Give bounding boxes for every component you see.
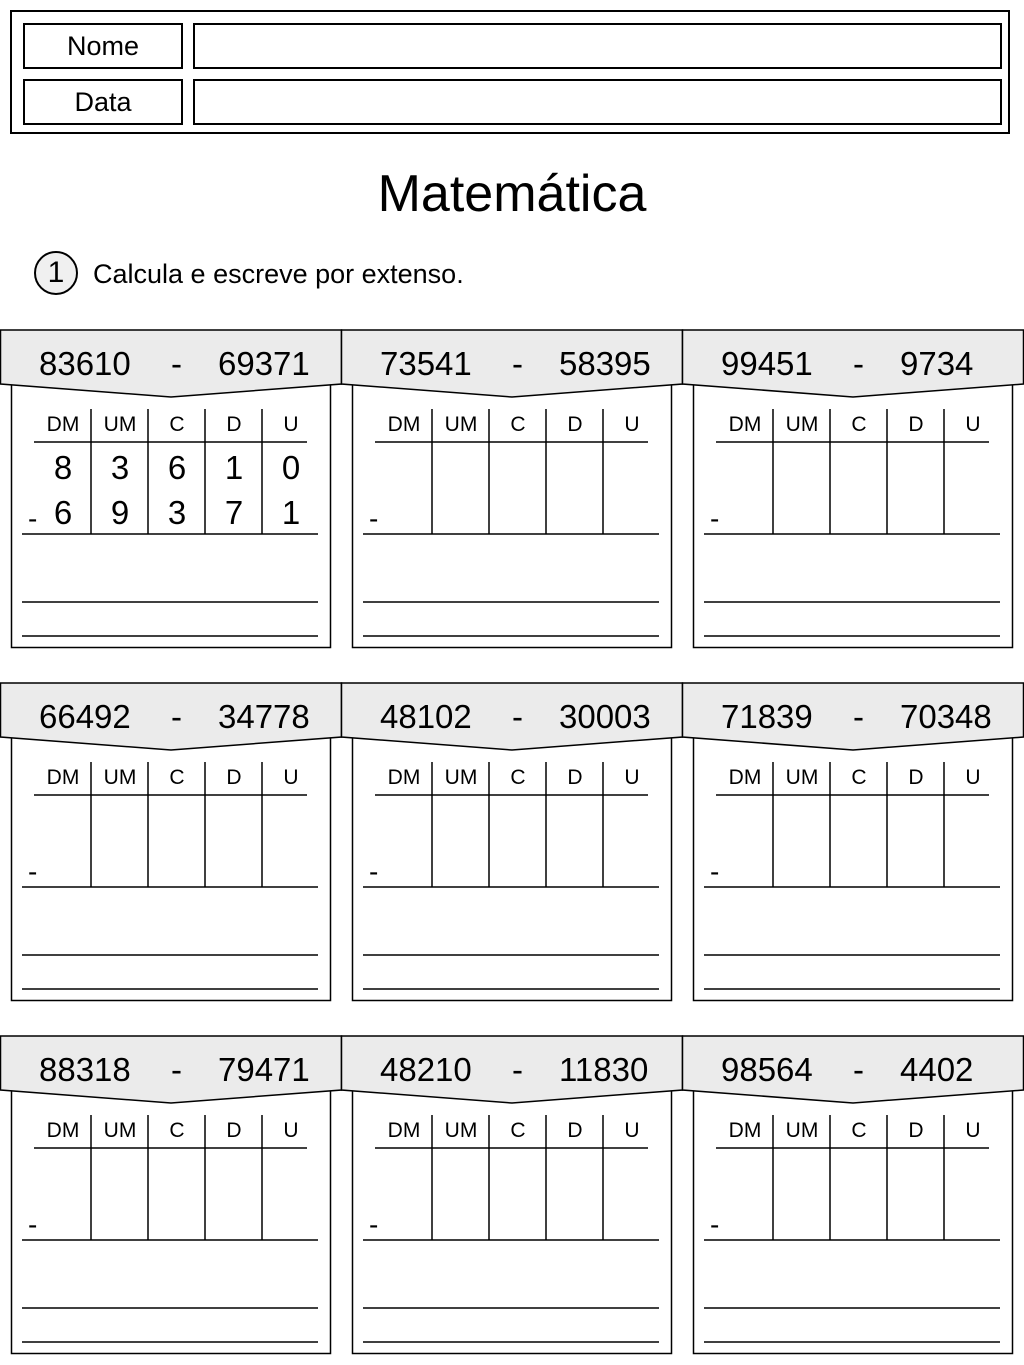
minuend: 48102 bbox=[380, 698, 472, 735]
minus-sign: - bbox=[28, 856, 38, 887]
place-value-header: D bbox=[908, 766, 924, 789]
name-label: Nome bbox=[23, 23, 183, 69]
subtrahend-digit: 9 bbox=[110, 494, 130, 531]
problem-card bbox=[0, 329, 342, 659]
place-value-header: DM bbox=[728, 1119, 762, 1142]
place-value-header: C bbox=[851, 1119, 867, 1142]
minuend-digit: 3 bbox=[110, 449, 130, 486]
place-value-header: U bbox=[283, 1119, 299, 1142]
minus-sign: - bbox=[369, 1209, 379, 1240]
place-value-header: U bbox=[283, 413, 299, 436]
subtrahend: 4402 bbox=[900, 1051, 974, 1088]
place-value-header: D bbox=[226, 766, 242, 789]
exercise-number-badge: 1 bbox=[34, 251, 78, 295]
date-label: Data bbox=[23, 79, 183, 125]
problem-expression bbox=[682, 1045, 1024, 1095]
place-value-header: DM bbox=[46, 413, 80, 436]
subtrahend: 9734 bbox=[900, 345, 974, 382]
minuend: 73541 bbox=[380, 345, 472, 382]
minuend: 88318 bbox=[39, 1051, 131, 1088]
minuend-digit: 1 bbox=[224, 449, 244, 486]
subtrahend: 30003 bbox=[559, 698, 651, 735]
place-value-header: D bbox=[226, 413, 242, 436]
minuend: 98564 bbox=[721, 1051, 813, 1088]
subtrahend: 11830 bbox=[559, 1051, 649, 1088]
problem-card bbox=[0, 1035, 342, 1365]
place-value-header: UM bbox=[785, 1119, 819, 1142]
minuend-digit: 8 bbox=[53, 449, 73, 486]
subtrahend: 58395 bbox=[559, 345, 651, 382]
place-value-header: C bbox=[510, 413, 526, 436]
place-value-header: DM bbox=[728, 766, 762, 789]
problem-expression bbox=[682, 692, 1024, 742]
place-value-header: UM bbox=[785, 413, 819, 436]
subtrahend-digit: 6 bbox=[53, 494, 73, 531]
subtrahend: 79471 bbox=[218, 1051, 310, 1088]
problem-card bbox=[682, 329, 1024, 659]
place-value-header: UM bbox=[103, 1119, 137, 1142]
place-value-header: D bbox=[567, 766, 583, 789]
minuend: 71839 bbox=[721, 698, 813, 735]
minuend: 99451 bbox=[721, 345, 813, 382]
place-value-header: C bbox=[510, 1119, 526, 1142]
problem-row bbox=[0, 329, 1024, 659]
minuend-digit: 0 bbox=[281, 449, 301, 486]
operator: - bbox=[171, 698, 182, 735]
place-value-header: UM bbox=[444, 766, 478, 789]
problem-card bbox=[341, 682, 683, 1012]
problem-expression bbox=[341, 692, 683, 742]
problem-card bbox=[682, 682, 1024, 1012]
place-value-header: U bbox=[283, 766, 299, 789]
problem-expression bbox=[0, 1045, 342, 1095]
place-value-header: D bbox=[908, 1119, 924, 1142]
place-value-header: DM bbox=[387, 413, 421, 436]
minuend-digit: 6 bbox=[167, 449, 187, 486]
operator: - bbox=[853, 698, 864, 735]
problem-row bbox=[0, 682, 1024, 1012]
place-value-header: U bbox=[624, 413, 640, 436]
place-value-header: UM bbox=[444, 1119, 478, 1142]
minuend: 48210 bbox=[380, 1051, 472, 1088]
minus-sign: - bbox=[28, 503, 38, 534]
place-value-header: UM bbox=[103, 413, 137, 436]
place-value-header: DM bbox=[46, 766, 80, 789]
place-value-header: C bbox=[169, 766, 185, 789]
place-value-header: DM bbox=[46, 1119, 80, 1142]
place-value-header: C bbox=[169, 1119, 185, 1142]
place-value-header: C bbox=[851, 413, 867, 436]
place-value-header: D bbox=[567, 413, 583, 436]
operator: - bbox=[853, 1051, 864, 1088]
place-value-header: U bbox=[965, 413, 981, 436]
problem-expression bbox=[341, 339, 683, 389]
subtrahend-digit: 3 bbox=[167, 494, 187, 531]
minus-sign: - bbox=[710, 1209, 720, 1240]
minus-sign: - bbox=[710, 503, 720, 534]
problem-expression bbox=[0, 692, 342, 742]
minus-sign: - bbox=[369, 856, 379, 887]
operator: - bbox=[171, 345, 182, 382]
operator: - bbox=[853, 345, 864, 382]
problem-card bbox=[341, 1035, 683, 1365]
minus-sign: - bbox=[369, 503, 379, 534]
place-value-header: UM bbox=[103, 766, 137, 789]
place-value-header: D bbox=[908, 413, 924, 436]
problem-expression bbox=[341, 1045, 683, 1095]
place-value-header: U bbox=[965, 766, 981, 789]
place-value-header: C bbox=[510, 766, 526, 789]
subtrahend-digit: 1 bbox=[281, 494, 301, 531]
place-value-header: DM bbox=[728, 413, 762, 436]
name-field[interactable] bbox=[193, 23, 1002, 69]
minus-sign: - bbox=[28, 1209, 38, 1240]
problem-card bbox=[682, 1035, 1024, 1365]
problem-expression bbox=[682, 339, 1024, 389]
place-value-header: UM bbox=[444, 413, 478, 436]
place-value-header: U bbox=[965, 1119, 981, 1142]
subtrahend: 69371 bbox=[218, 345, 310, 382]
subtrahend: 34778 bbox=[218, 698, 310, 735]
exercise-instruction: Calcula e escreve por extenso. bbox=[93, 259, 464, 289]
date-field[interactable] bbox=[193, 79, 1002, 125]
place-value-header: U bbox=[624, 1119, 640, 1142]
operator: - bbox=[512, 698, 523, 735]
operator: - bbox=[512, 345, 523, 382]
place-value-header: U bbox=[624, 766, 640, 789]
operator: - bbox=[512, 1051, 523, 1088]
place-value-header: C bbox=[851, 766, 867, 789]
operator: - bbox=[171, 1051, 182, 1088]
problem-card bbox=[341, 329, 683, 659]
minuend: 66492 bbox=[39, 698, 131, 735]
place-value-header: C bbox=[169, 413, 185, 436]
problem-card bbox=[0, 682, 342, 1012]
subtrahend-digit: 7 bbox=[224, 494, 244, 531]
page-title: Matemática bbox=[377, 165, 647, 223]
place-value-header: D bbox=[226, 1119, 242, 1142]
problem-row bbox=[0, 1035, 1024, 1365]
place-value-header: UM bbox=[785, 766, 819, 789]
place-value-header: D bbox=[567, 1119, 583, 1142]
minuend: 83610 bbox=[39, 345, 131, 382]
subtrahend: 70348 bbox=[900, 698, 992, 735]
problem-expression bbox=[0, 339, 342, 389]
header-box bbox=[10, 10, 1010, 134]
place-value-header: DM bbox=[387, 1119, 421, 1142]
place-value-header: DM bbox=[387, 766, 421, 789]
minus-sign: - bbox=[710, 856, 720, 887]
